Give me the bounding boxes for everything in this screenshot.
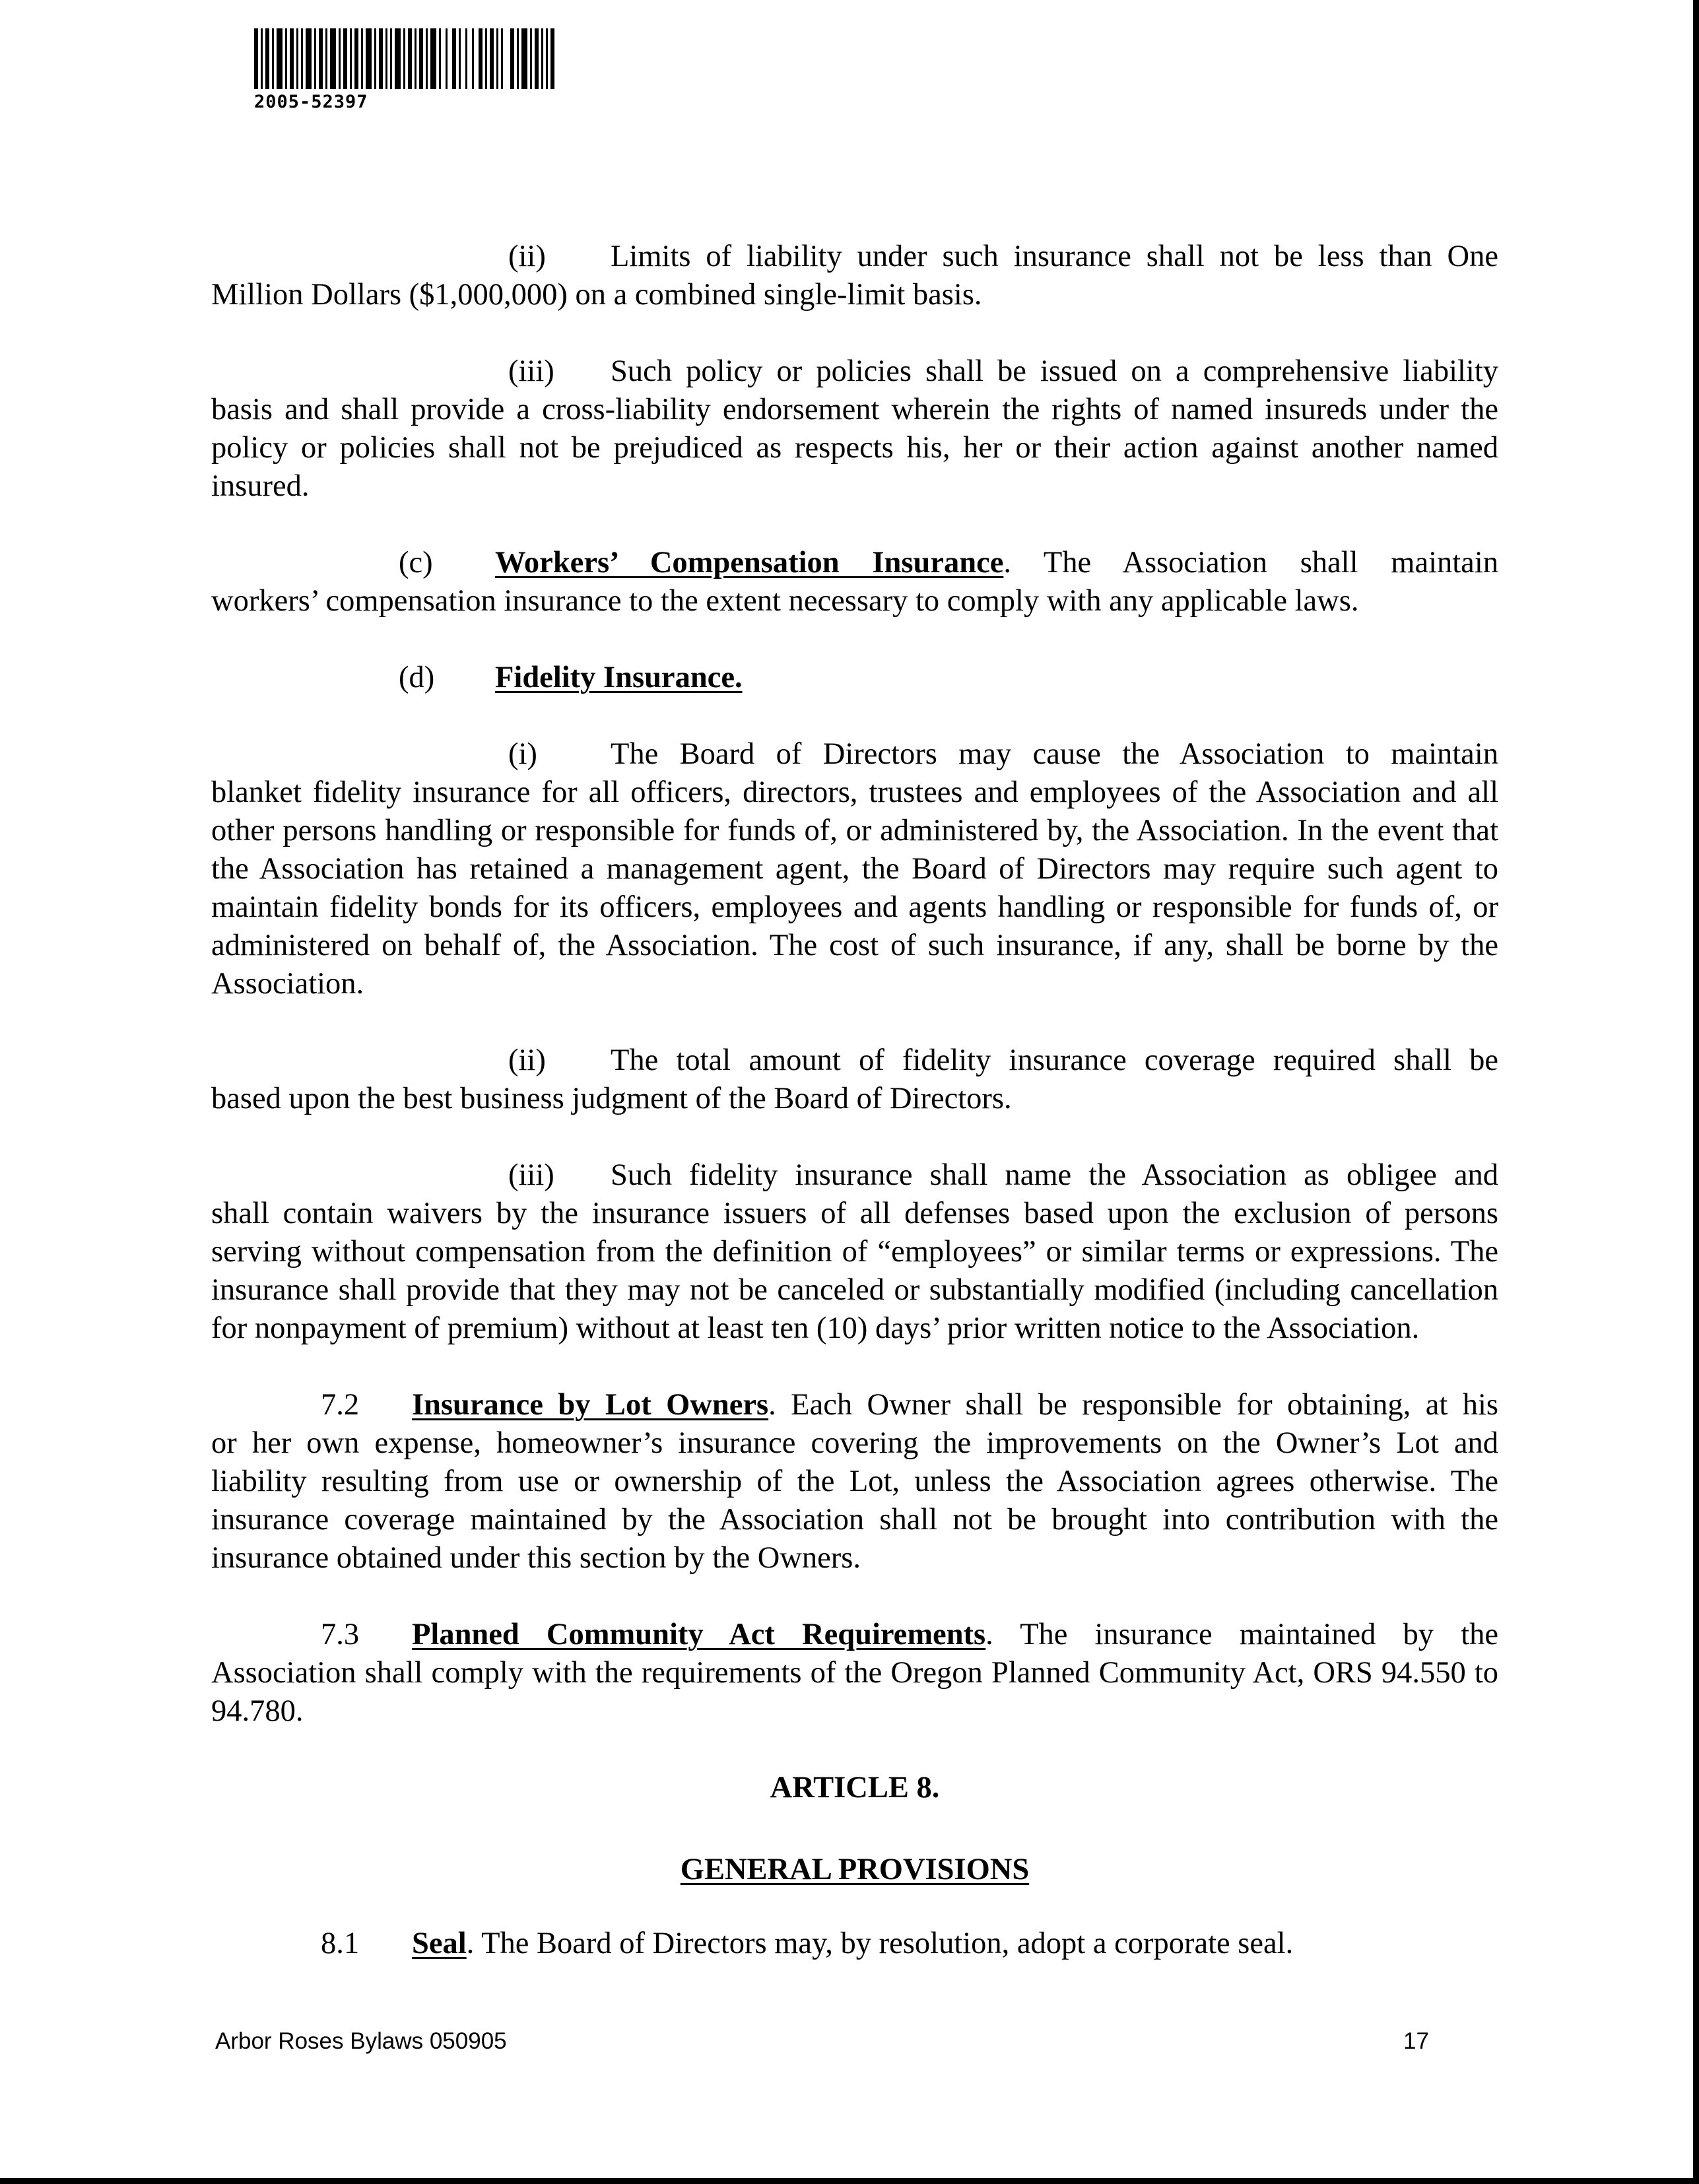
section-7-3-body: Association shall comply with the requirements of the Oregon Planned Community Act, ORS 94.550 to 94.780. [211, 1656, 1498, 1728]
paragraph-d-i-body: blanket fidelity insurance for all officers, directors, trustees and employees of the Association and all other persons handling or responsible for funds of, or administered by, the Association. In the event that the Association has retained a management agent, the Board of Directors may require such agent to maintain fidelity bonds for its officers, employees and agents handling or responsible for funds of, or administered on behalf of, the Association. The cost of such insurance, if any, shall be borne by the Association. [211, 776, 1498, 1001]
paragraph-b-iii-body: basis and shall provide a cross-liability endorsement wherein the rights of named insureds under the policy or policies shall not be prejudiced as respects his, her or their action against another named insured. [211, 393, 1498, 503]
paragraph-d-iii [211, 1156, 1498, 1195]
barcode [254, 28, 558, 112]
item-marker: (d) [399, 661, 435, 694]
item-marker: (iii) [508, 354, 554, 388]
paragraph-b-iii [211, 352, 1498, 391]
footer-page-number: 17 [1403, 2028, 1429, 2054]
document-body [211, 238, 1498, 1963]
article-title-wrap [211, 1851, 1498, 1889]
paragraph-first-line: 7.3 Planned Community Act Requirements. The insurance maintained by the [211, 1616, 1498, 1654]
section-title: Seal [412, 1927, 467, 1960]
barcode-number: 2005-52397 [254, 92, 368, 112]
paragraph-d-iii-body: shall contain waivers by the insurance issuers of all defenses based upon the exclusion of persons serving without compensation from the definition of “employees” or similar terms or expressions. The insurance shall provide that they may not be canceled or substantially modified (including cancellation for nonpayment of premium) without at least ten (10) days’ prior written notice to the Association. [211, 1197, 1498, 1345]
item-marker: (ii) [508, 1043, 546, 1077]
section-number: 7.2 [321, 1388, 360, 1422]
barcode-bars [254, 28, 554, 89]
paragraph-c-body: workers’ compensation insurance to the extent necessary to comply with any applicable laws. [211, 584, 1359, 618]
footer-document-name: Arbor Roses Bylaws 050905 [215, 2028, 507, 2054]
paragraph-c [211, 544, 1498, 582]
paragraph-d-ii-body: based upon the best business judgment of the Board of Directors. [211, 1082, 1012, 1115]
section-7-3 [211, 1616, 1498, 1654]
paragraph-b-ii-cont: Million Dollars ($1,000,000) on a combined single-limit basis. [211, 278, 982, 312]
paragraph-first-line: 7.2 Insurance by Lot Owners. Each Owner shall be responsible for obtaining, at his [211, 1386, 1498, 1424]
paragraph-first-line: (iii) Such fidelity insurance shall name the Association as obligee and [211, 1156, 1498, 1195]
section-7-2 [211, 1386, 1498, 1424]
paragraph-first-line: (c) Workers’ Compensation Insurance. The Association shall maintain [211, 544, 1498, 582]
item-marker: (ii) [508, 240, 546, 273]
paragraph-d [211, 659, 1498, 697]
article-heading: ARTICLE 8. [770, 1771, 940, 1804]
section-number: 8.1 [321, 1927, 360, 1960]
paragraph-d-ii [211, 1042, 1498, 1080]
paragraph-d-i [211, 735, 1498, 774]
page-border-bottom [0, 2178, 1699, 2184]
paragraph-first-line: (i) The Board of Directors may cause the Association to maintain [211, 735, 1498, 774]
article-title: GENERAL PROVISIONS [680, 1853, 1030, 1886]
paragraph-b-ii [211, 238, 1498, 276]
page-border-right [1693, 0, 1699, 2184]
item-marker: (iii) [508, 1158, 554, 1192]
section-8-1: 8.1 Seal. The Board of Directors may, by resolution, adopt a corporate seal. [211, 1925, 1498, 1963]
item-marker: (c) [399, 546, 433, 579]
paragraph-first-line: (ii) Limits of liability under such insurance shall not be less than One [211, 238, 1498, 276]
section-title: Planned Community Act Requirements [412, 1618, 986, 1651]
paragraph-first-line: (ii) The total amount of fidelity insurance coverage required shall be [211, 1042, 1498, 1080]
section-7-2-body: or her own expense, homeowner’s insurance covering the improvements on the Owner’s Lot and liability resulting from use or ownership of the Lot, unless the Association agrees otherwise. The insurance coverage maintained by the Association shall not be brought into contribution with the insurance obtained under this section by the Owners. [211, 1426, 1498, 1575]
section-title: Fidelity Insurance. [495, 661, 743, 694]
section-title: Workers’ Compensation Insurance [495, 546, 1004, 579]
section-number: 7.3 [321, 1618, 360, 1651]
paragraph-first-line: (iii) Such policy or policies shall be issued on a comprehensive liability [211, 352, 1498, 391]
section-title: Insurance by Lot Owners [412, 1388, 769, 1422]
item-marker: (i) [508, 737, 537, 771]
